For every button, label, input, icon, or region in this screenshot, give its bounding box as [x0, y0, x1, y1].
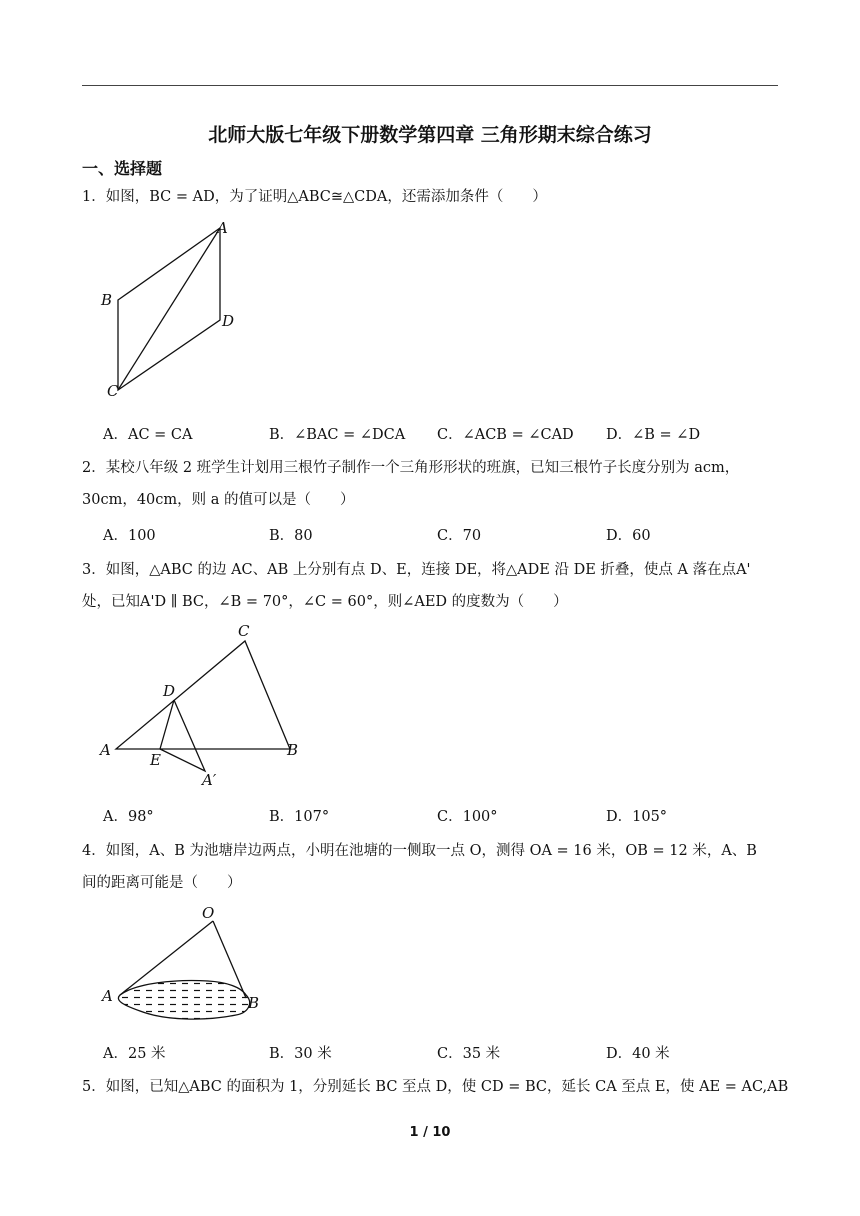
question-3-text-cont: 处，已知A'D ∥ BC，∠B = 70°，∠C = 60°，则∠AED 的度数为（ ）: [82, 594, 568, 610]
label-b: B: [101, 291, 113, 309]
label-a: A: [100, 741, 111, 759]
label-b: B: [287, 741, 299, 759]
q1-option-c: C．∠ACB = ∠CAD: [437, 427, 574, 443]
q3-option-d: D．105°: [606, 809, 668, 825]
label-o: O: [202, 904, 215, 922]
page-number: 1 / 10: [409, 1125, 451, 1140]
question-4-text: 4．如图，A、B 为池塘岸边两点，小明在池塘的一侧取一点 O，测得 OA = 16 米，OB = 12 米，A、B: [82, 843, 757, 859]
figure-folded-triangle: [96, 620, 316, 790]
label-a: A: [102, 987, 113, 1005]
question-2-text-cont: 30cm，40cm，则 a 的值可以是（ ）: [82, 492, 355, 508]
header-rule: [82, 85, 778, 86]
q1-option-b: B．∠BAC = ∠DCA: [269, 427, 406, 443]
q2-option-b: B．80: [269, 528, 313, 544]
section-heading: 一、选择题: [82, 159, 163, 178]
pond-shape: [118, 981, 249, 1020]
q2-option-c: C．70: [437, 528, 482, 544]
q4-option-d: D．40 米: [606, 1046, 670, 1062]
label-a-prime: A′: [202, 771, 217, 789]
q3-option-b: B．107°: [269, 809, 330, 825]
page-title: 北师大版七年级下册数学第四章 三角形期末综合练习: [208, 124, 652, 146]
q4-option-b: B．30 米: [269, 1046, 332, 1062]
question-1-text: 1．如图，BC = AD，为了证明△ABC≅△CDA，还需添加条件（ ）: [82, 189, 547, 205]
q2-option-d: D．60: [606, 528, 651, 544]
q1-option-a: A．AC = CA: [103, 427, 193, 443]
q2-option-a: A．100: [103, 528, 156, 544]
label-e: E: [150, 751, 161, 769]
label-c: C: [238, 622, 250, 640]
question-5-text: 5．如图，已知△ABC 的面积为 1，分别延长 BC 至点 D，使 CD = BC，延长 CA 至点 E，使 AE = AC,AB: [82, 1079, 789, 1095]
figure-parallelogram: [96, 218, 246, 403]
label-d: D: [222, 312, 235, 330]
q1-option-d: D．∠B = ∠D: [606, 427, 701, 443]
q4-option-a: A．25 米: [103, 1046, 166, 1062]
question-2-text: 2．某校八年级 2 班学生计划用三根竹子制作一个三角形形状的班旗，已知三根竹子长度分别为 acm，: [82, 460, 740, 476]
label-c: C: [107, 382, 119, 400]
question-3-text: 3．如图，△ABC 的边 AC、AB 上分别有点 D、E，连接 DE，将△ADE 沿 DE 折叠，使点 A 落在点A': [82, 562, 751, 578]
figure-pond: [96, 903, 276, 1028]
label-d: D: [163, 682, 176, 700]
q3-option-c: C．100°: [437, 809, 498, 825]
question-4-text-cont: 间的距离可能是（ ）: [82, 875, 242, 891]
label-a: A: [217, 219, 228, 237]
q3-option-a: A．98°: [103, 809, 154, 825]
q4-option-c: C．35 米: [437, 1046, 501, 1062]
label-b: B: [248, 994, 260, 1012]
